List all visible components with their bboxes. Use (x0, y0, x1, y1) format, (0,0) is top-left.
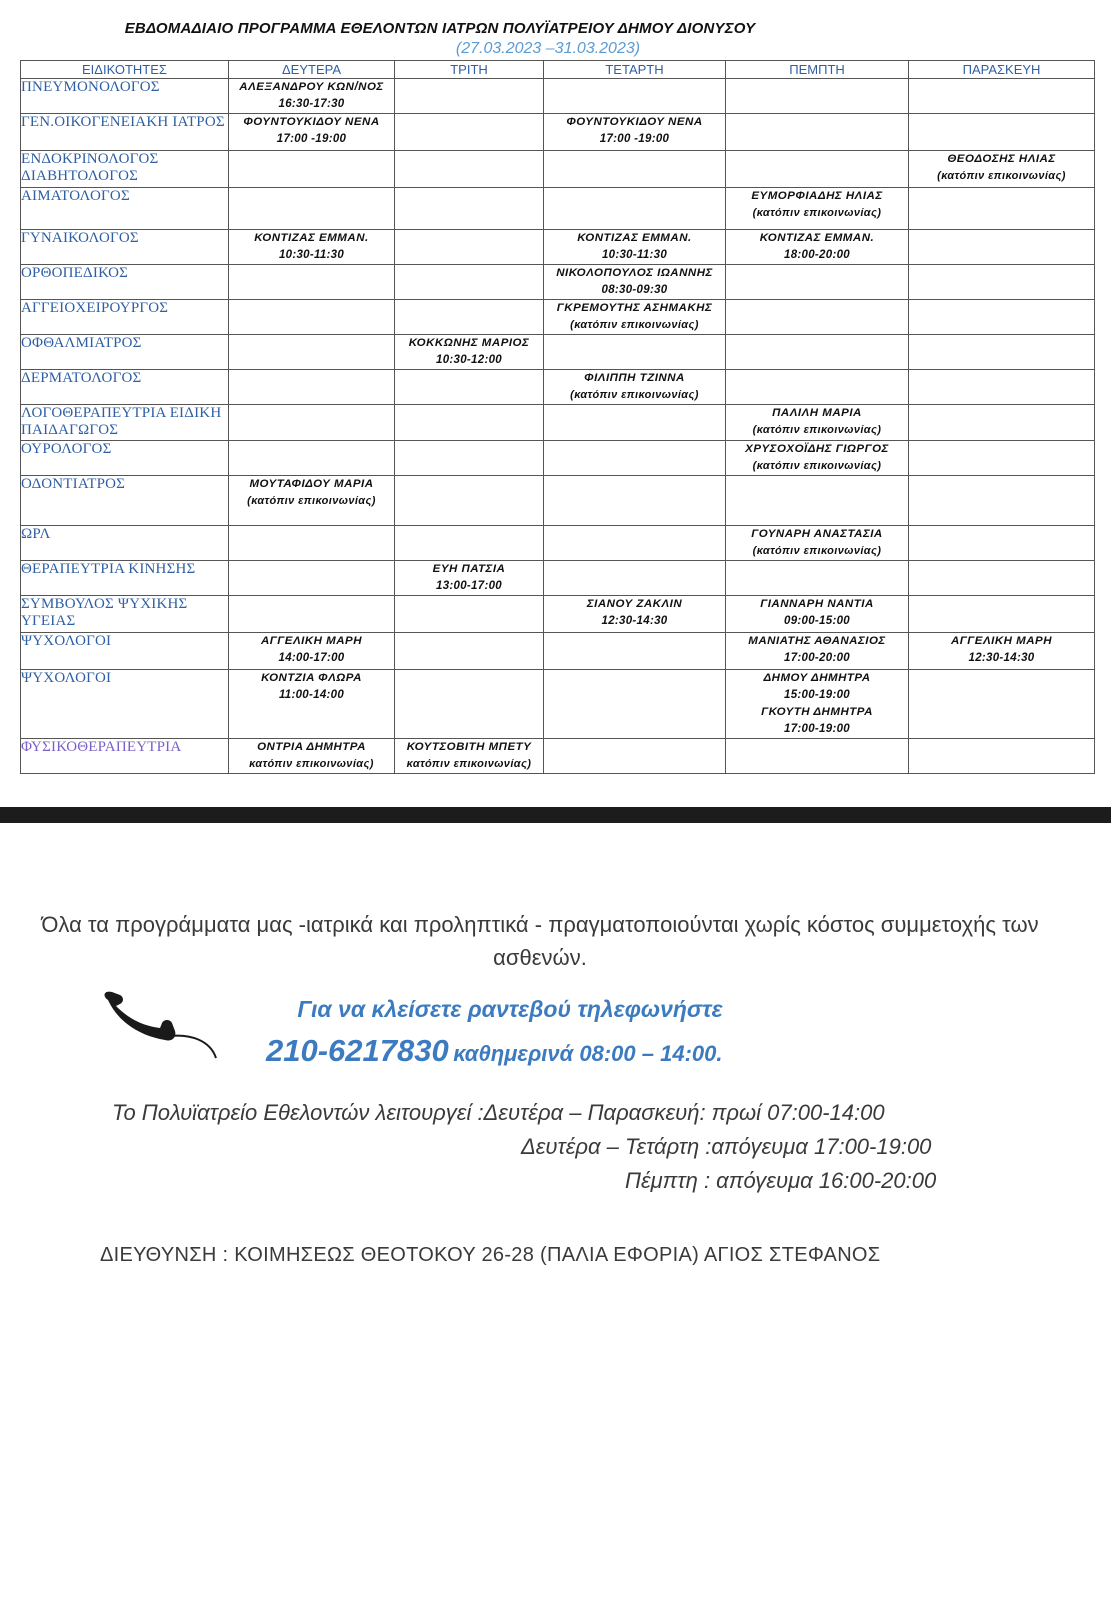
doctor-name: ΚΟΝΤΙΖΑΣ ΕΜΜΑΝ. (759, 232, 875, 244)
doctor-name: ΧΡΥΣΟΧΟΪΔΗΣ ΓΙΩΡΓΟΣ (745, 443, 889, 455)
schedule-cell-wed (544, 739, 726, 774)
doctor-name: ΘΕΟΔΟΣΗΣ ΗΛΙΑΣ (947, 153, 1056, 165)
schedule-cell-mon (229, 561, 395, 596)
col-header-specialty: ΕΙΔΙΚΟΤΗΤΕΣ (21, 61, 229, 79)
doctor-time: 16:30-17:30 (278, 98, 345, 110)
doctor-name: ΑΛΕΞΑΝΔΡΟΥ ΚΩΝ/ΝΟΣ (239, 81, 384, 93)
table-row (21, 114, 1095, 151)
hours-weekdays: Το Πολυϊατρείο Εθελοντών λειτουργεί :Δευτέρα – Παρασκευή: πρωί 07:00-14:00 (112, 1100, 885, 1125)
schedule-cell-tue (395, 114, 544, 151)
schedule-cell-tue (395, 188, 544, 230)
table-row (21, 441, 1095, 476)
specialty-cell: ΔΕΡΜΑΤΟΛΟΓΟΣ (21, 370, 229, 405)
schedule-cell-wed (544, 370, 726, 405)
col-header-wednesday: ΤΕΤΑΡΤΗ (544, 61, 726, 79)
schedule-cell-thu (726, 151, 909, 188)
doctor-time: 10:30-11:30 (601, 249, 668, 261)
doctor-time: 15:00-19:00 (784, 689, 850, 701)
table-row (21, 79, 1095, 114)
doctor-name: ΓΚΟΥΤΗ ΔΗΜΗΤΡΑ (761, 706, 873, 718)
doctor-time: (κατόπιν επικοινωνίας) (247, 495, 376, 507)
schedule-cell-fri (909, 230, 1095, 265)
table-row (21, 300, 1095, 335)
schedule-cell-thu (726, 526, 909, 561)
schedule-cell-fri (909, 441, 1095, 476)
schedule-cell-mon (229, 265, 395, 300)
doctor-name: ΝΙΚΟΛΟΠΟΥΛΟΣ ΙΩΑΝΝΗΣ (556, 267, 713, 279)
schedule-cell-mon (229, 151, 395, 188)
doctor-time: 11:00-14:00 (278, 689, 345, 701)
schedule-cell-tue (395, 526, 544, 561)
schedule-cell-wed (544, 151, 726, 188)
doctor-name: ΜΑΝΙΑΤΗΣ ΑΘΑΝΑΣΙΟΣ (748, 635, 886, 647)
phone-line (266, 1033, 722, 1069)
section-divider (0, 807, 1111, 823)
schedule-cell-tue (395, 405, 544, 441)
table-row (21, 561, 1095, 596)
schedule-cell-thu (726, 114, 909, 151)
doctor-name: ΕΥΗ ΠΑΤΣΙΑ (432, 563, 506, 575)
doctor-time: (κατόπιν επικοινωνίας) (937, 170, 1066, 182)
table-row (21, 633, 1095, 670)
doctor-time: (κατόπιν επικοινωνίας) (752, 545, 882, 557)
schedule-cell-mon (229, 596, 395, 633)
doctor-name: ΟΝΤΡΙΑ ΔΗΜΗΤΡΑ (257, 741, 366, 753)
address: ΔΙΕΥΘΥΝΣΗ : ΚΟΙΜΗΣΕΩΣ ΘΕΟΤΟΚΟΥ 26-28 (ΠΑΛΙΑ ΕΦΟΡΙΑ) ΑΓΙΟΣ ΣΤΕΦΑΝΟΣ (100, 1244, 881, 1266)
doctor-time: 17:00-19:00 (784, 723, 850, 735)
schedule-cell-wed (544, 79, 726, 114)
table-row (21, 670, 1095, 739)
specialty-cell: ΕΝΔΟΚΡΙΝΟΛΟΓΟΣ ΔΙΑΒΗΤΟΛΟΓΟΣ (21, 151, 229, 188)
table-row (21, 476, 1095, 526)
schedule-cell-fri (909, 670, 1095, 739)
doctor-name: ΚΟΝΤΙΖΑΣ ΕΜΜΑΝ. (254, 232, 369, 244)
schedule-cell-tue (395, 230, 544, 265)
schedule-cell-fri (909, 526, 1095, 561)
doctor-time: 12:30-14:30 (601, 615, 668, 627)
doctor-name: ΑΓΓΕΛΙΚΗ ΜΑΡΗ (950, 635, 1053, 647)
schedule-cell-tue (395, 476, 544, 526)
doctor-time: 14:00-17:00 (278, 652, 345, 664)
schedule-cell-wed (544, 526, 726, 561)
doctor-name: ΕΥΜΟΡΦΙΑΔΗΣ ΗΛΙΑΣ (751, 190, 883, 202)
phone-hours: καθημερινά 08:00 – 14:00. (453, 1041, 723, 1066)
cost-note: Όλα τα προγράμματα μας -ιατρικά και προληπτικά - πραγματοποιούνται χωρίς κόστος συμμετοχής των ασθενών. (41, 912, 1039, 970)
schedule-cell-wed (544, 114, 726, 151)
schedule-cell-wed (544, 441, 726, 476)
doctor-time: 10:30-12:00 (436, 354, 502, 366)
specialty-cell: ΟΥΡΟΛΟΓΟΣ (21, 441, 229, 476)
schedule-cell-wed (544, 405, 726, 441)
doctor-name: ΜΟΥΤΑΦΙΔΟΥ ΜΑΡΙΑ (249, 478, 374, 490)
schedule-table (20, 60, 1095, 774)
schedule-cell-tue (395, 670, 544, 739)
schedule-cell-thu (726, 739, 909, 774)
schedule-cell-tue (395, 633, 544, 670)
doctor-time: 18:00-20:00 (784, 249, 850, 261)
doctor-name: ΔΗΜΟΥ ΔΗΜΗΤΡΑ (763, 672, 871, 684)
schedule-cell-thu (726, 476, 909, 526)
schedule-cell-tue (395, 151, 544, 188)
schedule-cell-wed (544, 633, 726, 670)
schedule-cell-wed (544, 561, 726, 596)
specialty-cell: ΨΥΧΟΛΟΓΟΙ (21, 633, 229, 670)
schedule-cell-tue (395, 370, 544, 405)
hours-thursday: Πέμπτη : απόγευμα 16:00-20:00 (625, 1168, 937, 1193)
phone-number[interactable]: 210-6217830 (266, 1033, 449, 1068)
schedule-cell-mon (229, 633, 395, 670)
specialty-cell: ΑΙΜΑΤΟΛΟΓΟΣ (21, 188, 229, 230)
doctor-time: 12:30-14:30 (968, 652, 1035, 664)
schedule-cell-wed (544, 265, 726, 300)
date-range: (27.03.2023 –31.03.2023) (455, 40, 641, 57)
schedule-cell-tue (395, 441, 544, 476)
table-row (21, 739, 1095, 774)
doctor-time: κατόπιν επικοινωνίας) (406, 758, 532, 770)
schedule-cell-fri (909, 739, 1095, 774)
table-row (21, 230, 1095, 265)
specialty-cell: ΨΥΧΟΛΟΓΟΙ (21, 670, 229, 739)
schedule-cell-fri (909, 370, 1095, 405)
schedule-cell-thu (726, 670, 909, 739)
table-row (21, 151, 1095, 188)
doctor-name: ΠΑΛΙΛΗ ΜΑΡΙΑ (772, 407, 862, 419)
col-header-friday: ΠΑΡΑΣΚΕΥΗ (909, 61, 1095, 79)
schedule-cell-mon (229, 230, 395, 265)
doctor-time: 10:30-11:30 (278, 249, 345, 261)
specialty-cell: ΟΦΘΑΛΜΙΑΤΡΟΣ (21, 335, 229, 370)
table-row (21, 335, 1095, 370)
schedule-cell-mon (229, 300, 395, 335)
doctor-name: ΑΓΓΕΛΙΚΗ ΜΑΡΗ (260, 635, 363, 647)
schedule-title: ΕΒΔΟΜΑΔΙΑΙΟ ΠΡΟΓΡΑΜΜΑ ΕΘΕΛΟΝΤΩΝ ΙΑΤΡΩΝ ΠΟΛΥΪΑΤΡΕΙΟΥ ΔΗΜΟΥ ΔΙΟΝΥΣΟΥ (124, 20, 756, 37)
schedule-cell-tue (395, 79, 544, 114)
table-row (21, 596, 1095, 633)
schedule-cell-mon (229, 335, 395, 370)
schedule-cell-tue (395, 335, 544, 370)
doctor-time: 13:00-17:00 (436, 580, 502, 592)
doctor-time: (κατόπιν επικοινωνίας) (570, 319, 699, 331)
schedule-cell-fri (909, 151, 1095, 188)
hours-mon-wed: Δευτέρα – Τετάρτη :απόγευμα 17:00-19:00 (521, 1134, 932, 1159)
schedule-cell-thu (726, 188, 909, 230)
schedule-cell-fri (909, 405, 1095, 441)
schedule-cell-thu (726, 370, 909, 405)
schedule-cell-thu (726, 300, 909, 335)
doctor-time: 17:00 -19:00 (276, 133, 347, 145)
specialty-cell: ΣΥΜΒΟΥΛΟΣ ΨΥΧΙΚΗΣ ΥΓΕΙΑΣ (21, 596, 229, 633)
doctor-name: ΚΟΥΤΣΟΒΙΤΗ ΜΠΕΤΥ (406, 741, 532, 753)
schedule-cell-wed (544, 230, 726, 265)
specialty-cell: ΦΥΣΙΚΟΘΕΡΑΠΕΥΤΡΙΑ (21, 739, 229, 774)
specialty-cell: ΑΓΓΕΙΟΧΕΙΡΟΥΡΓΟΣ (21, 300, 229, 335)
schedule-cell-wed (544, 670, 726, 739)
specialty-cell: ΟΔΟΝΤΙΑΤΡΟΣ (21, 476, 229, 526)
schedule-cell-tue (395, 596, 544, 633)
specialty-cell: ΓΥΝΑΙΚΟΛΟΓΟΣ (21, 230, 229, 265)
doctor-name: ΦΟΥΝΤΟΥΚΙΔΟΥ ΝΕΝΑ (566, 116, 703, 128)
doctor-time: 09:00-15:00 (784, 615, 850, 627)
schedule-cell-fri (909, 188, 1095, 230)
schedule-cell-thu (726, 265, 909, 300)
doctor-time: (κατόπιν επικοινωνίας) (752, 424, 882, 436)
booking-label: Για να κλείσετε ραντεβού τηλεφωνήστε (297, 996, 723, 1022)
doctor-name: ΣΙΑΝΟΥ ΖΑΚΛΙΝ (586, 598, 683, 610)
schedule-cell-thu (726, 335, 909, 370)
doctor-time: κατόπιν επικοινωνίας) (249, 758, 374, 770)
specialty-cell: ΓΕΝ.ΟΙΚΟΓΕΝΕΙΑΚΗ ΙΑΤΡΟΣ (21, 114, 229, 151)
schedule-cell-tue (395, 300, 544, 335)
schedule-cell-mon (229, 476, 395, 526)
schedule-cell-fri (909, 633, 1095, 670)
table-row (21, 370, 1095, 405)
table-row (21, 405, 1095, 441)
table-header-row (21, 61, 1095, 79)
doctor-time: 17:00-20:00 (784, 652, 850, 664)
specialty-cell: ΘΕΡΑΠΕΥΤΡΙΑ ΚΙΝΗΣΗΣ (21, 561, 229, 596)
schedule-cell-thu (726, 405, 909, 441)
specialty-cell: ΠΝΕΥΜΟΝΟΛΟΓΟΣ (21, 79, 229, 114)
schedule-cell-tue (395, 265, 544, 300)
col-header-monday: ΔΕΥΤΕΡΑ (229, 61, 395, 79)
col-header-tuesday: ΤΡΙΤΗ (395, 61, 544, 79)
doctor-time: (κατόπιν επικοινωνίας) (752, 460, 882, 472)
schedule-cell-wed (544, 188, 726, 230)
doctor-name: ΓΙΑΝΝΑΡΗ ΝΑΝΤΙΑ (760, 598, 874, 610)
schedule-cell-fri (909, 561, 1095, 596)
schedule-cell-wed (544, 476, 726, 526)
schedule-cell-fri (909, 300, 1095, 335)
doctor-name: ΦΟΥΝΤΟΥΚΙΔΟΥ ΝΕΝΑ (243, 116, 380, 128)
schedule-cell-tue (395, 739, 544, 774)
schedule-cell-tue (395, 561, 544, 596)
specialty-cell: ΛΟΓΟΘΕΡΑΠΕΥΤΡΙΑ ΕΙΔΙΚΗ ΠΑΙΔΑΓΩΓΟΣ (21, 405, 229, 441)
table-row (21, 526, 1095, 561)
schedule-cell-thu (726, 230, 909, 265)
doctor-name: ΚΟΝΤΙΖΑΣ ΕΜΜΑΝ. (577, 232, 692, 244)
doctor-name: ΦΙΛΙΠΠΗ ΤΖΙΝΝΑ (584, 372, 685, 384)
schedule-cell-mon (229, 405, 395, 441)
schedule-cell-mon (229, 739, 395, 774)
schedule-cell-wed (544, 300, 726, 335)
doctor-name: ΓΚΡΕΜΟΥΤΗΣ ΑΣΗΜΑΚΗΣ (556, 302, 713, 314)
schedule-cell-fri (909, 476, 1095, 526)
doctor-time: (κατόπιν επικοινωνίας) (752, 207, 882, 219)
schedule-cell-mon (229, 441, 395, 476)
doctor-name: ΚΟΚΚΩΝΗΣ ΜΑΡΙΟΣ (408, 337, 530, 349)
doctor-time: 17:00 -19:00 (599, 133, 670, 145)
doctor-time: (κατόπιν επικοινωνίας) (570, 389, 699, 401)
doctor-name: ΓΟΥΝΑΡΗ ΑΝΑΣΤΑΣΙΑ (751, 528, 883, 540)
schedule-cell-thu (726, 596, 909, 633)
schedule-cell-fri (909, 79, 1095, 114)
schedule-cell-thu (726, 79, 909, 114)
schedule-cell-mon (229, 370, 395, 405)
schedule-cell-thu (726, 633, 909, 670)
schedule-cell-mon (229, 188, 395, 230)
col-header-thursday: ΠΕΜΠΤΗ (726, 61, 909, 79)
schedule-cell-wed (544, 335, 726, 370)
schedule-cell-mon (229, 79, 395, 114)
table-row (21, 188, 1095, 230)
schedule-cell-mon (229, 114, 395, 151)
schedule-cell-wed (544, 596, 726, 633)
schedule-cell-fri (909, 114, 1095, 151)
schedule-cell-thu (726, 441, 909, 476)
schedule-cell-fri (909, 265, 1095, 300)
schedule-cell-mon (229, 670, 395, 739)
doctor-name: ΚΟΝΤΖΙΑ ΦΛΩΡΑ (261, 672, 362, 684)
schedule-cell-thu (726, 561, 909, 596)
specialty-cell: ΩΡΛ (21, 526, 229, 561)
schedule-cell-mon (229, 526, 395, 561)
doctor-time: 08:30-09:30 (601, 284, 668, 296)
schedule-cell-fri (909, 596, 1095, 633)
schedule-cell-fri (909, 335, 1095, 370)
specialty-cell: ΟΡΘΟΠΕΔΙΚΟΣ (21, 265, 229, 300)
table-row (21, 265, 1095, 300)
